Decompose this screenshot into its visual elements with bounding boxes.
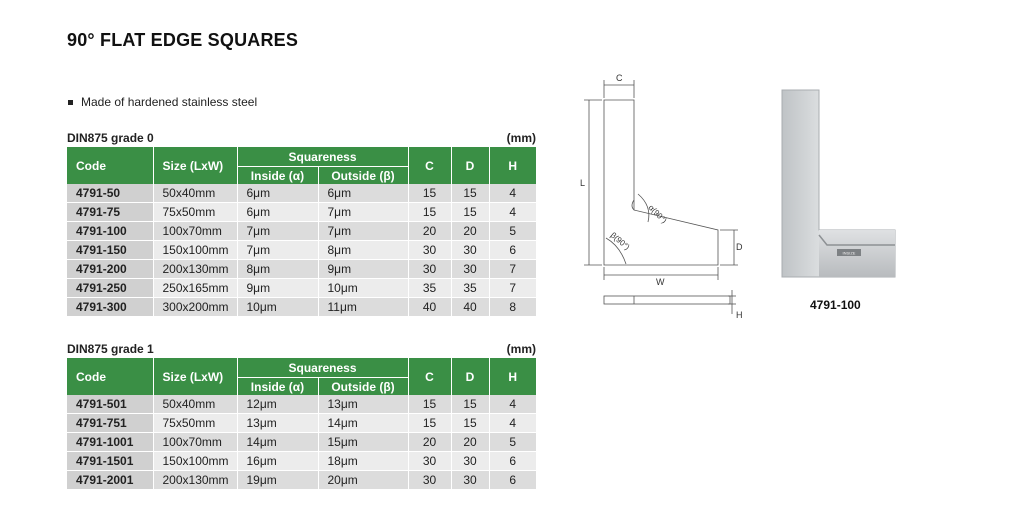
cell-c: 30 [408,260,451,279]
cell-size: 50x40mm [153,395,237,414]
photo-caption: 4791-100 [810,298,861,312]
col-header-outside: Outside (β) [318,378,408,396]
cell-outside: 10μm [318,279,408,298]
cell-inside: 6μm [237,184,318,203]
table-unit: (mm) [506,131,536,145]
bullet-square-icon [68,100,73,105]
table-row [67,471,536,490]
cell-outside: 20μm [318,471,408,490]
cell-c: 20 [408,433,451,452]
cell-outside: 9μm [318,260,408,279]
brand-logo-text: INSIZE [842,250,856,256]
cell-inside: 12μm [237,395,318,414]
cell-d: 15 [451,395,489,414]
table-row [67,414,536,433]
cell-inside: 14μm [237,433,318,452]
cell-inside: 8μm [237,260,318,279]
grade1-table [67,358,536,490]
table-heading [67,131,536,147]
cell-size: 50x40mm [153,184,237,203]
cell-h: 5 [489,222,536,241]
table-row [67,452,536,471]
cell-d: 30 [451,471,489,490]
cell-c: 15 [408,184,451,203]
cell-inside: 16μm [237,452,318,471]
col-header-inside: Inside (α) [237,378,318,396]
cell-code: 4791-501 [67,395,153,414]
cell-h: 6 [489,241,536,260]
cell-h: 6 [489,471,536,490]
cell-size: 200x130mm [153,471,237,490]
cell-code: 4791-751 [67,414,153,433]
cell-code: 4791-250 [67,279,153,298]
cell-size: 150x100mm [153,241,237,260]
cell-inside: 19μm [237,471,318,490]
table-row [67,279,536,298]
cell-h: 7 [489,260,536,279]
cell-size: 75x50mm [153,414,237,433]
col-header-d: D [451,147,489,184]
dim-label-l: L [580,178,586,188]
table-heading [67,342,536,358]
cell-inside: 7μm [237,241,318,260]
cell-outside: 14μm [318,414,408,433]
col-header-outside: Outside (β) [318,167,408,185]
cell-h: 4 [489,395,536,414]
cell-size: 300x200mm [153,298,237,317]
cell-d: 20 [451,433,489,452]
cell-inside: 6μm [237,203,318,222]
col-header-code: Code [67,147,153,184]
dim-label-c: C [616,73,623,83]
cell-h: 4 [489,414,536,433]
col-header-size: Size (LxW) [153,358,237,395]
angle-label-beta: β(90°) [608,230,632,252]
cell-outside: 7μm [318,222,408,241]
angle-label-alpha: α(90°) [646,203,669,226]
cell-size: 100x70mm [153,222,237,241]
col-header-squareness: Squareness [237,147,408,167]
grade0-table [67,147,536,317]
cell-size: 150x100mm [153,452,237,471]
table-row [67,260,536,279]
cell-h: 5 [489,433,536,452]
table-unit: (mm) [506,342,536,356]
cell-c: 30 [408,471,451,490]
table-row [67,222,536,241]
cell-outside: 11μm [318,298,408,317]
col-header-h: H [489,147,536,184]
cell-inside: 13μm [237,414,318,433]
cell-size: 250x165mm [153,279,237,298]
feature-bullet [68,95,257,109]
cell-outside: 13μm [318,395,408,414]
cell-inside: 10μm [237,298,318,317]
cell-h: 6 [489,452,536,471]
col-header-inside: Inside (α) [237,167,318,185]
cell-code: 4791-1501 [67,452,153,471]
col-header-c: C [408,358,451,395]
cell-code: 4791-150 [67,241,153,260]
cell-code: 4791-200 [67,260,153,279]
cell-c: 40 [408,298,451,317]
cell-d: 30 [451,260,489,279]
table-row [67,395,536,414]
table-row [67,241,536,260]
cell-size: 200x130mm [153,260,237,279]
col-header-d: D [451,358,489,395]
cell-code: 4791-300 [67,298,153,317]
cell-outside: 6μm [318,184,408,203]
cell-code: 4791-75 [67,203,153,222]
cell-d: 35 [451,279,489,298]
cell-outside: 8μm [318,241,408,260]
cell-c: 30 [408,452,451,471]
cell-size: 75x50mm [153,203,237,222]
col-header-squareness: Squareness [237,358,408,378]
cell-c: 35 [408,279,451,298]
dim-label-h: H [736,310,743,320]
cell-h: 4 [489,184,536,203]
cell-c: 15 [408,395,451,414]
cell-inside: 9μm [237,279,318,298]
cell-d: 30 [451,241,489,260]
table-label: DIN875 grade 1 [67,342,154,356]
col-header-size: Size (LxW) [153,147,237,184]
cell-size: 100x70mm [153,433,237,452]
cell-c: 15 [408,414,451,433]
cell-h: 7 [489,279,536,298]
cell-c: 30 [408,241,451,260]
cell-code: 4791-2001 [67,471,153,490]
cell-d: 20 [451,222,489,241]
cell-outside: 15μm [318,433,408,452]
grade1-table-block [67,342,536,490]
cell-h: 8 [489,298,536,317]
cell-h: 4 [489,203,536,222]
cell-d: 15 [451,203,489,222]
dim-label-w: W [656,277,665,287]
cell-code: 4791-50 [67,184,153,203]
cell-d: 15 [451,414,489,433]
col-header-code: Code [67,358,153,395]
table-label: DIN875 grade 0 [67,131,154,145]
grade0-table-block [67,131,536,317]
cell-inside: 7μm [237,222,318,241]
table-row [67,433,536,452]
cell-outside: 7μm [318,203,408,222]
table-row [67,203,536,222]
col-header-c: C [408,147,451,184]
cell-code: 4791-100 [67,222,153,241]
product-photo [775,85,905,285]
cell-outside: 18μm [318,452,408,471]
feature-text: Made of hardened stainless steel [81,95,258,109]
cell-code: 4791-1001 [67,433,153,452]
table-row [67,298,536,317]
cell-d: 15 [451,184,489,203]
dim-label-d: D [736,242,743,252]
col-header-h: H [489,358,536,395]
cell-d: 30 [451,452,489,471]
cell-d: 40 [451,298,489,317]
dimension-diagram [570,68,750,328]
cell-c: 15 [408,203,451,222]
cell-c: 20 [408,222,451,241]
page-title: 90° FLAT EDGE SQUARES [67,30,299,50]
table-row [67,184,536,203]
